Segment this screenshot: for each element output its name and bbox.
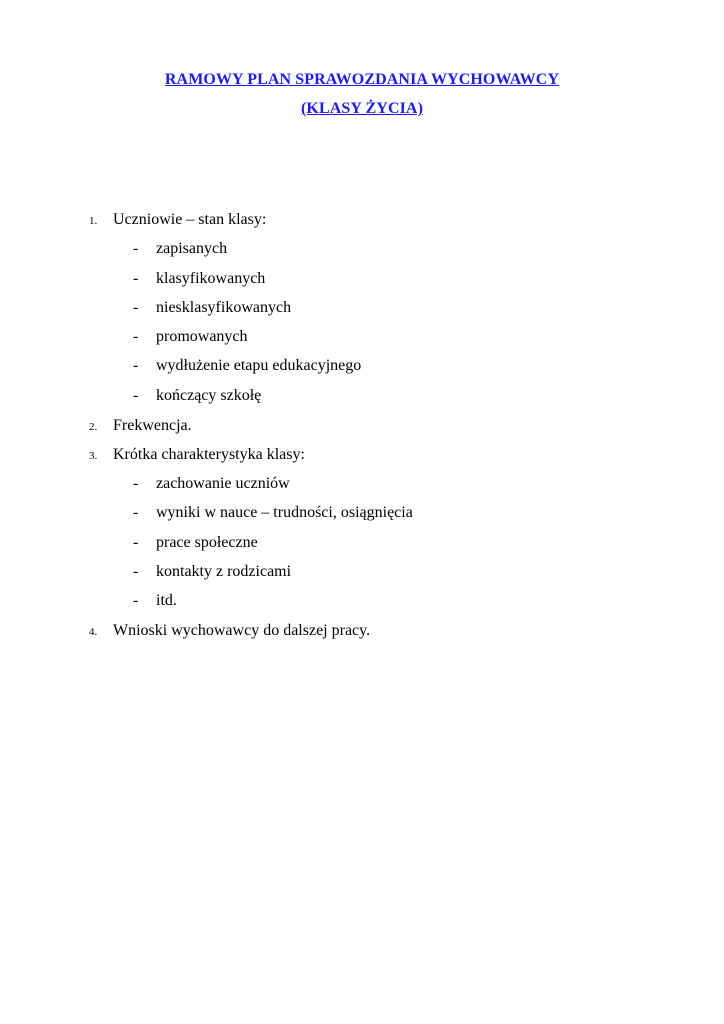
sub-list-item bbox=[0, 532, 724, 554]
sub-list-item-text: itd. bbox=[156, 592, 177, 609]
list-item bbox=[0, 415, 724, 437]
dash-bullet: - bbox=[133, 328, 139, 345]
list-item-number: 3. bbox=[89, 450, 98, 462]
dash-bullet: - bbox=[133, 504, 139, 521]
sub-list-item-text: prace społeczne bbox=[156, 534, 258, 551]
sub-list-item-text: niesklasyfikowanych bbox=[156, 299, 292, 316]
sub-list-item-text: promowanych bbox=[156, 328, 248, 345]
dash-bullet: - bbox=[133, 475, 139, 492]
list-item bbox=[0, 444, 724, 466]
sub-list-item bbox=[0, 502, 724, 524]
dash-bullet: - bbox=[133, 270, 139, 287]
sub-list-item-text: klasyfikowanych bbox=[156, 270, 266, 287]
list-item-number: 1. bbox=[89, 215, 98, 227]
list-item-text: Frekwencja. bbox=[113, 417, 192, 434]
sub-list-item bbox=[0, 355, 724, 377]
sub-list-item-text: wydłużenie etapu edukacyjnego bbox=[156, 357, 362, 374]
sub-list-item-text: kończący szkołę bbox=[156, 387, 262, 404]
sub-list-item bbox=[0, 561, 724, 583]
list-item-number: 2. bbox=[89, 421, 98, 433]
dash-bullet: - bbox=[133, 240, 139, 257]
list-item bbox=[0, 209, 724, 231]
sub-list-item bbox=[0, 238, 724, 260]
list-item-text: Uczniowie – stan klasy: bbox=[113, 211, 267, 228]
sub-list-item-text: wyniki w nauce – trudności, osiągnięcia bbox=[156, 504, 413, 521]
dash-bullet: - bbox=[133, 299, 139, 316]
list-item bbox=[0, 620, 724, 642]
document-title: RAMOWY PLAN SPRAWOZDANIA WYCHOWAWCY bbox=[164, 71, 560, 88]
sub-list-item-text: kontakty z rodzicami bbox=[156, 563, 292, 580]
sub-list-item bbox=[0, 326, 724, 348]
sub-list-item-text: zapisanych bbox=[156, 240, 228, 257]
sub-list-item bbox=[0, 473, 724, 495]
dash-bullet: - bbox=[133, 592, 139, 609]
list-item-number: 4. bbox=[89, 626, 98, 638]
dash-bullet: - bbox=[133, 563, 139, 580]
sub-list-item bbox=[0, 268, 724, 290]
list-item-text: Wnioski wychowawcy do dalszej pracy. bbox=[113, 622, 371, 639]
dash-bullet: - bbox=[133, 357, 139, 374]
sub-list-item bbox=[0, 590, 724, 612]
list-item-text: Krótka charakterystyka klasy: bbox=[113, 446, 305, 463]
dash-bullet: - bbox=[133, 387, 139, 404]
sub-list-item bbox=[0, 385, 724, 407]
sub-list-item-text: zachowanie uczniów bbox=[156, 475, 290, 492]
document-subtitle: (KLASY ŻYCIA) bbox=[300, 100, 424, 117]
dash-bullet: - bbox=[133, 534, 139, 551]
sub-list-item bbox=[0, 297, 724, 319]
